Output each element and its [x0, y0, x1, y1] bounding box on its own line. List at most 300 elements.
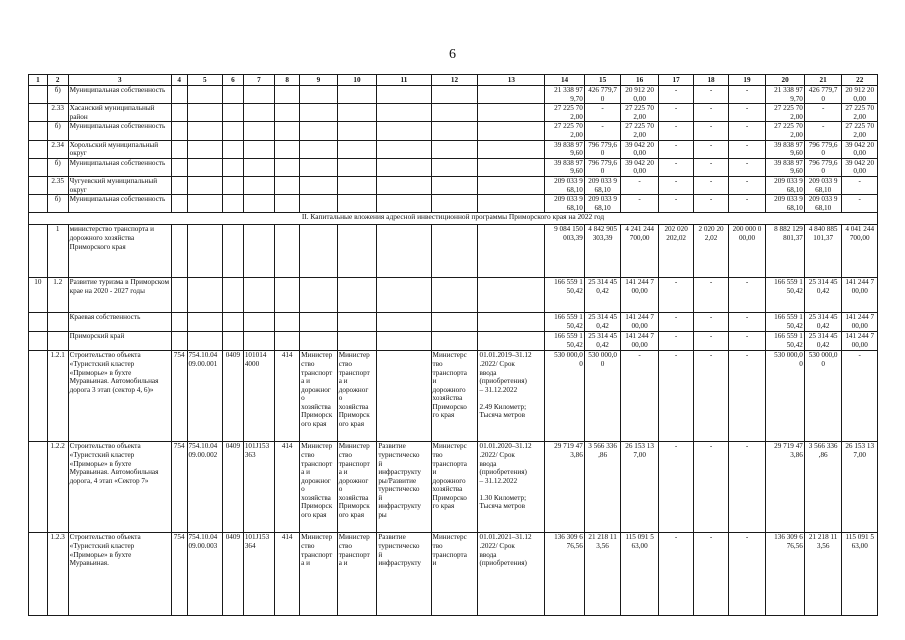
- table-cell: [377, 332, 431, 351]
- table-cell: [243, 158, 274, 176]
- table-cell: 530 000,0 0: [545, 351, 585, 442]
- table-cell: 20 912 20 0,00: [842, 86, 878, 104]
- table-cell: [478, 195, 545, 213]
- table-cell: -: [694, 442, 728, 533]
- table-cell: 01.01.2019–31.12 .2022/ Срок ввода (приобретения) – 31.12.2022 2.49 Километр; Тысяча метров: [478, 351, 545, 442]
- table-cell: 530 000,0 0: [766, 351, 805, 442]
- table-cell: 21 338 97 9,70: [766, 86, 805, 104]
- table-cell: -: [728, 140, 766, 158]
- column-header: 19: [728, 75, 766, 86]
- table-cell: Министер ство транспорт а и: [337, 533, 377, 616]
- column-header: 6: [222, 75, 243, 86]
- section-title: II. Капитальные вложения адресной инвестиционной программы Приморского края на 2022 год: [29, 213, 878, 225]
- table-cell: [431, 195, 478, 213]
- table-cell: [187, 158, 222, 176]
- table-cell: [300, 225, 338, 278]
- table-cell: -: [728, 104, 766, 122]
- table-cell: [187, 195, 222, 213]
- table-cell: 27 225 70 2,00: [621, 104, 659, 122]
- table-row: [29, 332, 878, 351]
- table-cell: -: [584, 122, 621, 140]
- table-cell: 166 559 1 50,42: [766, 313, 805, 332]
- table-cell: Министер ство транспорт а и дорожног о хозяйства Приморск ого края: [337, 351, 377, 442]
- table-cell: б): [47, 122, 68, 140]
- table-cell: [275, 176, 300, 194]
- table-cell: 754: [171, 351, 187, 442]
- table-cell: 209 033 9 68,10: [584, 176, 621, 194]
- table-cell: 4 840 885 101,37: [804, 225, 842, 278]
- table-cell: [29, 351, 48, 442]
- table-cell: 10: [29, 278, 48, 313]
- table-cell: 209 033 9 68,10: [804, 195, 842, 213]
- table-cell: [171, 140, 187, 158]
- table-cell: 27 225 70 2,00: [842, 104, 878, 122]
- table-cell: 39 838 97 9,60: [766, 140, 805, 158]
- table-cell: [275, 332, 300, 351]
- column-header: 16: [621, 75, 659, 86]
- table-cell: 26 153 13 7,00: [621, 442, 659, 533]
- table-cell: 1.2.1: [47, 351, 68, 442]
- table-row: [29, 176, 878, 194]
- table-cell: 20 912 20 0,00: [621, 86, 659, 104]
- table-cell: [243, 313, 274, 332]
- page-number: 6: [449, 47, 456, 62]
- table-cell: [377, 176, 431, 194]
- table-cell: [431, 225, 478, 278]
- table-row: [29, 86, 878, 104]
- table-cell: 202 020 202,02: [658, 225, 693, 278]
- table-cell: Краевая собственность: [68, 313, 171, 332]
- table-cell: 29 719 47 3,86: [545, 442, 585, 533]
- table-cell: [300, 158, 338, 176]
- table-cell: 200 000 0 00,00: [728, 225, 766, 278]
- table-cell: -: [694, 313, 728, 332]
- column-header: 3: [68, 75, 171, 86]
- column-header: 10: [337, 75, 377, 86]
- table-cell: 136 309 6 76,56: [766, 533, 805, 616]
- table-cell: 209 033 9 68,10: [545, 176, 585, 194]
- table-cell: 754.10.04 09.00.001: [187, 351, 222, 442]
- table-cell: [478, 122, 545, 140]
- table-cell: 796 779,6 0: [804, 158, 842, 176]
- table-cell: -: [694, 533, 728, 616]
- table-cell: 27 225 70 2,00: [545, 104, 585, 122]
- table-cell: [377, 195, 431, 213]
- table-cell: [243, 332, 274, 351]
- column-header: 7: [243, 75, 274, 86]
- table-row: [29, 122, 878, 140]
- table-cell: [300, 332, 338, 351]
- table-cell: -: [694, 195, 728, 213]
- table-cell: -: [842, 195, 878, 213]
- table-cell: 25 314 45 0,42: [584, 278, 621, 313]
- table-cell: [29, 195, 48, 213]
- table-cell: 166 559 1 50,42: [766, 332, 805, 351]
- table-cell: [222, 278, 243, 313]
- table-cell: 01.01.2020–31.12 .2022/ Срок ввода (приобретения) – 31.12.2022 1.30 Километр; Тысяча метров: [478, 442, 545, 533]
- table-cell: 0409: [222, 351, 243, 442]
- table-cell: [243, 176, 274, 194]
- table-cell: [300, 86, 338, 104]
- table-cell: -: [694, 176, 728, 194]
- table-cell: -: [728, 313, 766, 332]
- table-cell: 25 314 45 0,42: [584, 332, 621, 351]
- table-cell: [222, 176, 243, 194]
- table-cell: 754: [171, 533, 187, 616]
- table-cell: [275, 225, 300, 278]
- table-cell: [478, 104, 545, 122]
- table-cell: [337, 176, 377, 194]
- column-header: 21: [804, 75, 842, 86]
- table-cell: [431, 122, 478, 140]
- table-cell: 209 033 9 68,10: [584, 195, 621, 213]
- table-cell: 796 779,6 0: [804, 140, 842, 158]
- table-cell: -: [728, 442, 766, 533]
- table-cell: [222, 225, 243, 278]
- column-header: 12: [431, 75, 478, 86]
- table-cell: [275, 158, 300, 176]
- column-header: 2: [47, 75, 68, 86]
- table-cell: 39 042 20 0,00: [621, 158, 659, 176]
- table-header-row: [29, 75, 878, 86]
- table-cell: [29, 313, 48, 332]
- table-cell: [29, 533, 48, 616]
- table-cell: 39 838 97 9,60: [545, 140, 585, 158]
- column-header: 8: [275, 75, 300, 86]
- table-cell: [478, 158, 545, 176]
- table-cell: 796 779,6 0: [584, 140, 621, 158]
- table-cell: [29, 332, 48, 351]
- table-cell: [431, 313, 478, 332]
- table-cell: [478, 86, 545, 104]
- table-cell: 754.10.04 09.00.003: [187, 533, 222, 616]
- table-cell: Министер ство транспорт а и: [300, 533, 338, 616]
- table-cell: 136 309 6 76,56: [545, 533, 585, 616]
- table-cell: -: [842, 351, 878, 442]
- table-cell: [171, 225, 187, 278]
- table-cell: 796 779,6 0: [584, 158, 621, 176]
- table-cell: 27 225 70 2,00: [766, 122, 805, 140]
- table-cell: 0409: [222, 533, 243, 616]
- table-cell: Строительство объекта «Туристский кластер «Приморье» в бухте Муравьиная. Автомобильная дорога 3 этап (сектор 4, 6)»: [68, 351, 171, 442]
- table-cell: [243, 195, 274, 213]
- table-cell: 209 033 9 68,10: [766, 195, 805, 213]
- table-cell: 101J153 364: [243, 533, 274, 616]
- table-cell: 141 244 7 00,00: [842, 278, 878, 313]
- table-cell: 1.2: [47, 278, 68, 313]
- table-cell: Развитие туристическо й инфраструкту: [377, 533, 431, 616]
- table-cell: [187, 140, 222, 158]
- table-cell: 141 244 7 00,00: [842, 332, 878, 351]
- table-cell: [243, 122, 274, 140]
- table-cell: [337, 313, 377, 332]
- table-cell: [29, 122, 48, 140]
- table-cell: [431, 278, 478, 313]
- column-header: 1: [29, 75, 48, 86]
- table-cell: 2.35: [47, 176, 68, 194]
- table-cell: [275, 140, 300, 158]
- table-cell: -: [728, 332, 766, 351]
- table-cell: [478, 225, 545, 278]
- table-cell: -: [658, 351, 693, 442]
- table-cell: 27 225 70 2,00: [842, 122, 878, 140]
- table-cell: [300, 104, 338, 122]
- table-cell: Муниципальная собственность: [68, 195, 171, 213]
- table-cell: -: [694, 140, 728, 158]
- table-cell: [377, 122, 431, 140]
- column-header: 15: [584, 75, 621, 86]
- table-cell: -: [658, 104, 693, 122]
- table-cell: [478, 332, 545, 351]
- table-cell: Министер ство транспорт а и дорожног о хозяйства Приморск ого края: [337, 442, 377, 533]
- section-title-row: [29, 213, 878, 225]
- table-cell: [478, 140, 545, 158]
- table-cell: 209 033 9 68,10: [545, 195, 585, 213]
- table-cell: [187, 278, 222, 313]
- table-cell: -: [658, 313, 693, 332]
- table-cell: Министерс тво транспорта и дорожного хозяйства Приморско го края: [431, 442, 478, 533]
- table-cell: 27 225 70 2,00: [766, 104, 805, 122]
- table-row: [29, 195, 878, 213]
- table-cell: 141 244 7 00,00: [621, 278, 659, 313]
- table-cell: Министер ство транспорт а и дорожног о хозяйства Приморск ого края: [300, 351, 338, 442]
- table-cell: [47, 332, 68, 351]
- column-header: 9: [300, 75, 338, 86]
- table-cell: -: [804, 104, 842, 122]
- table-cell: -: [658, 176, 693, 194]
- table-cell: [171, 278, 187, 313]
- table-cell: -: [728, 195, 766, 213]
- table-cell: [171, 313, 187, 332]
- table-cell: 166 559 1 50,42: [545, 313, 585, 332]
- table-cell: 166 559 1 50,42: [545, 332, 585, 351]
- table-cell: -: [694, 104, 728, 122]
- table-cell: [337, 140, 377, 158]
- table-cell: -: [658, 86, 693, 104]
- column-header: 11: [377, 75, 431, 86]
- table-cell: [300, 278, 338, 313]
- table-cell: 9 084 150 003,39: [545, 225, 585, 278]
- table-cell: 115 091 5 63,00: [842, 533, 878, 616]
- table-cell: [171, 86, 187, 104]
- table-cell: 26 153 13 7,00: [842, 442, 878, 533]
- table-cell: Хорольский муниципальный округ: [68, 140, 171, 158]
- table-cell: 21 338 97 9,70: [545, 86, 585, 104]
- table-cell: 414: [275, 351, 300, 442]
- table-cell: Муниципальная собственность: [68, 86, 171, 104]
- table-cell: -: [584, 104, 621, 122]
- column-header: 18: [694, 75, 728, 86]
- table-cell: -: [728, 122, 766, 140]
- column-header: 22: [842, 75, 878, 86]
- table-cell: [29, 86, 48, 104]
- table-cell: [275, 278, 300, 313]
- table-cell: -: [728, 86, 766, 104]
- table-cell: [171, 158, 187, 176]
- table-cell: 754.10.04 09.00.002: [187, 442, 222, 533]
- table-cell: -: [658, 442, 693, 533]
- table-cell: Развитие туристическо й инфраструкту ры/Развитие туристическо й инфраструкту ры: [377, 442, 431, 533]
- table-cell: [222, 158, 243, 176]
- table-cell: [275, 195, 300, 213]
- table-cell: [171, 332, 187, 351]
- table-cell: -: [694, 351, 728, 442]
- table-cell: [478, 313, 545, 332]
- table-cell: [187, 332, 222, 351]
- table-cell: [300, 195, 338, 213]
- table-cell: [222, 122, 243, 140]
- table-cell: 25 314 45 0,42: [804, 278, 842, 313]
- table-cell: [29, 442, 48, 533]
- table-cell: [431, 176, 478, 194]
- table-cell: 141 244 7 00,00: [621, 332, 659, 351]
- table-row: [29, 351, 878, 442]
- table-cell: [171, 195, 187, 213]
- table-cell: [243, 278, 274, 313]
- table-cell: Министерс тво транспорта и: [431, 533, 478, 616]
- table-cell: 166 559 1 50,42: [766, 278, 805, 313]
- table-cell: 39 042 20 0,00: [842, 158, 878, 176]
- table-cell: [431, 104, 478, 122]
- table-cell: [222, 104, 243, 122]
- table-cell: [478, 278, 545, 313]
- table-cell: -: [842, 176, 878, 194]
- table-cell: [300, 122, 338, 140]
- table-cell: [275, 86, 300, 104]
- table-cell: -: [728, 351, 766, 442]
- table-cell: [431, 158, 478, 176]
- table-cell: Министер ство транспорт а и дорожног о хозяйства Приморск ого края: [300, 442, 338, 533]
- table-cell: [222, 86, 243, 104]
- table-cell: [47, 313, 68, 332]
- table-cell: [171, 104, 187, 122]
- table-cell: [29, 104, 48, 122]
- table-cell: 2 020 20 2,02: [694, 225, 728, 278]
- column-header: 14: [545, 75, 585, 86]
- table-cell: -: [658, 278, 693, 313]
- table-cell: [243, 104, 274, 122]
- table-cell: [187, 176, 222, 194]
- table-cell: [377, 86, 431, 104]
- table-cell: 101014 4000: [243, 351, 274, 442]
- table-cell: 4 241 244 700,00: [621, 225, 659, 278]
- table-cell: [29, 176, 48, 194]
- table-cell: 4 842 905 303,39: [584, 225, 621, 278]
- table-cell: 414: [275, 442, 300, 533]
- table-cell: б): [47, 158, 68, 176]
- table-cell: 1.2.3: [47, 533, 68, 616]
- table-cell: 2.33: [47, 104, 68, 122]
- table-cell: [243, 140, 274, 158]
- table-cell: -: [728, 278, 766, 313]
- table-cell: -: [621, 351, 659, 442]
- table-cell: 3 566 336 ,86: [804, 442, 842, 533]
- table-row: [29, 278, 878, 313]
- table-cell: [337, 122, 377, 140]
- table-cell: -: [658, 533, 693, 616]
- table-cell: 3 566 336 ,86: [584, 442, 621, 533]
- table-cell: б): [47, 195, 68, 213]
- table-cell: -: [694, 278, 728, 313]
- table-cell: 01.01.2021–31.12 .2022/ Срок ввода (приобретения): [478, 533, 545, 616]
- table-cell: -: [658, 140, 693, 158]
- table-row: [29, 140, 878, 158]
- table-cell: [275, 313, 300, 332]
- table-cell: 141 244 7 00,00: [842, 313, 878, 332]
- table-cell: 25 314 45 0,42: [804, 313, 842, 332]
- table-cell: -: [728, 158, 766, 176]
- table-cell: [29, 140, 48, 158]
- table-cell: 426 779,7 0: [584, 86, 621, 104]
- column-header: 20: [766, 75, 805, 86]
- table-cell: 39 042 20 0,00: [621, 140, 659, 158]
- table-cell: -: [658, 158, 693, 176]
- table-cell: [377, 351, 431, 442]
- table-cell: Муниципальная собственность: [68, 158, 171, 176]
- table-cell: Строительство объекта «Туристский кластер «Приморье» в бухте Муравьиная.: [68, 533, 171, 616]
- table-cell: [300, 140, 338, 158]
- table-cell: 8 882 129 801,37: [766, 225, 805, 278]
- table-cell: -: [621, 195, 659, 213]
- column-header: 17: [658, 75, 693, 86]
- table-cell: Развитие туризма в Приморском крае на 2020 - 2027 годы: [68, 278, 171, 313]
- table-cell: 141 244 7 00,00: [621, 313, 659, 332]
- table-cell: 25 314 45 0,42: [584, 313, 621, 332]
- table-cell: 4 041 244 700,00: [842, 225, 878, 278]
- table-cell: [29, 158, 48, 176]
- table-cell: 530 000,0 0: [584, 351, 621, 442]
- table-cell: [337, 225, 377, 278]
- table-cell: министерство транспорта и дорожного хозяйства Приморского края: [68, 225, 171, 278]
- table-row: [29, 225, 878, 278]
- table-cell: [300, 313, 338, 332]
- table-cell: -: [658, 122, 693, 140]
- table-cell: -: [728, 533, 766, 616]
- table-cell: [300, 176, 338, 194]
- table-cell: [222, 332, 243, 351]
- table-cell: -: [694, 86, 728, 104]
- table-cell: [243, 86, 274, 104]
- table-cell: [377, 313, 431, 332]
- table-cell: 39 042 20 0,00: [842, 140, 878, 158]
- table-cell: 2.34: [47, 140, 68, 158]
- table-cell: [377, 104, 431, 122]
- table-cell: Приморский край: [68, 332, 171, 351]
- table-cell: 27 225 70 2,00: [621, 122, 659, 140]
- table-cell: [222, 140, 243, 158]
- table-cell: [187, 122, 222, 140]
- table-cell: [431, 86, 478, 104]
- table-cell: [337, 86, 377, 104]
- table-cell: [187, 104, 222, 122]
- table-cell: б): [47, 86, 68, 104]
- table-cell: [29, 225, 48, 278]
- table-row: [29, 442, 878, 533]
- table-cell: 39 838 97 9,60: [766, 158, 805, 176]
- column-header: 5: [187, 75, 222, 86]
- table-cell: [377, 225, 431, 278]
- table-cell: -: [728, 176, 766, 194]
- table-cell: Чугуевский муниципальный округ: [68, 176, 171, 194]
- table-row: [29, 104, 878, 122]
- table-cell: [187, 225, 222, 278]
- table-cell: 414: [275, 533, 300, 616]
- table-cell: 426 779,7 0: [804, 86, 842, 104]
- table-cell: -: [804, 122, 842, 140]
- table-cell: 754: [171, 442, 187, 533]
- table-cell: [431, 140, 478, 158]
- table-cell: [478, 176, 545, 194]
